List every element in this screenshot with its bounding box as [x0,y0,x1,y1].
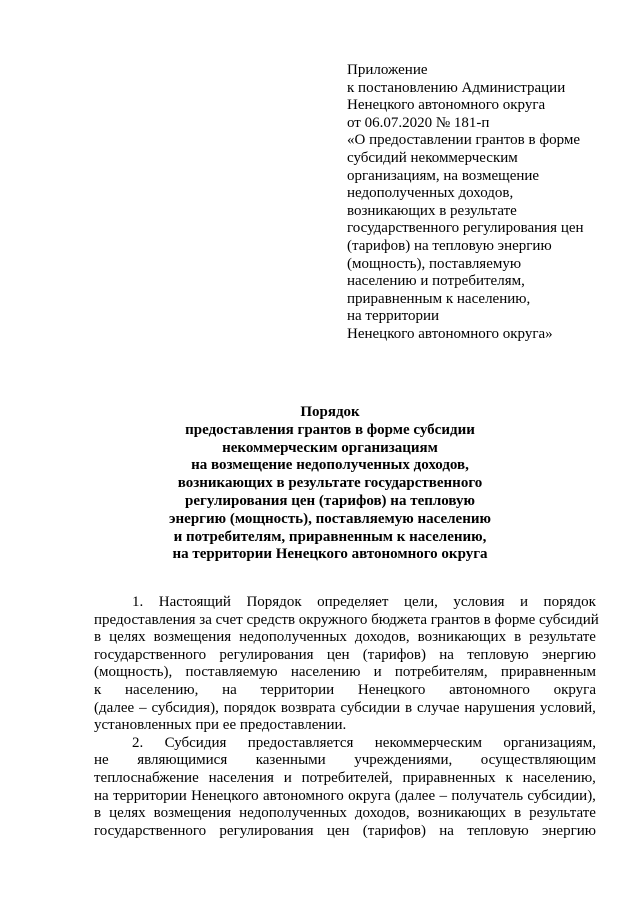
body-word: результате [529,629,596,646]
body-word: цен [326,822,350,839]
body-word: в [94,629,102,646]
body-line [94,788,596,806]
body-word: условий, [539,699,596,716]
body-line [94,735,596,753]
body-word: казенными [255,752,326,769]
body-word: Настоящий [158,594,231,610]
body-word: результате [529,805,596,822]
appendix-line: Ненецкого автономного округа [347,97,546,114]
appendix-line: к постановлению Администрации [347,79,566,96]
body-word: порядок [223,699,277,716]
body-word: Порядок [246,594,302,610]
body-word: в [514,629,522,646]
body-line [94,770,596,788]
body-word: 2. [132,734,144,751]
body-word: и [520,594,529,610]
body-word: цен [326,646,350,663]
body-word: субсидии [340,699,401,716]
body-line [94,682,596,700]
appendix-line: от 06.07.2020 № 181-п [347,114,490,131]
body-word: населению, [522,769,596,786]
body-word: возникающих [417,629,507,646]
body-word: в [514,805,522,822]
body-word: (далее [394,787,436,804]
body-word: энергию [541,646,596,663]
body-word: возмещения [153,805,232,822]
body-word: потребителям, [394,664,488,681]
body-word: целях [109,629,146,646]
appendix-line: возникающих в результате [347,202,517,219]
body-word: возмещения [153,629,232,646]
body-word: не [94,752,109,769]
appendix-line: приравненным к населению, [347,290,531,307]
body-word: округа [553,681,596,698]
body-word: и [283,769,292,786]
appendix-line: субсидий некоммерческим [347,149,518,166]
body-word: приравненных [402,769,496,786]
body-word: населению [290,664,361,681]
appendix-line: Приложение [347,62,428,78]
title-line: регулирования цен (тарифов) на тепловую [185,492,475,509]
body-word: Ненецкого [191,787,259,804]
body-word: поставляемую [185,664,278,681]
body-line [94,700,596,718]
body-line [94,717,596,735]
title-line: на возмещение недополученных доходов, [191,457,469,474]
body-word: недополученных [239,629,347,646]
body-word: цели, [403,594,438,610]
body-word: теплоснабжение [94,769,199,786]
body-word: доходов, [354,629,410,646]
body-word: в [94,805,102,822]
body-word: (тарифов) [362,646,427,663]
body-word: нарушения [464,699,536,716]
appendix-line: организациям, на возмещение [347,167,540,184]
body-word: 1. [132,594,144,610]
body-word: предоставляется [247,734,354,751]
body-word: на [439,822,454,839]
body-word: населению, [125,681,199,698]
body-word: в [405,699,413,716]
body-word: потребителей, [301,769,393,786]
appendix-line: «О предоставлении грантов в форме [347,132,580,149]
body-word: недополученных [239,805,347,822]
body-word: возникающих [417,805,507,822]
body-word: энергию [541,822,596,839]
body-line [94,805,596,823]
title-line: предоставления грантов в форме субсидии [185,421,475,438]
body-word: доходов, [354,805,410,822]
body-word: – [439,787,447,804]
body-word: Ненецкого [357,681,426,698]
body-word: территории [260,681,335,698]
body-word: целях [109,805,146,822]
body-word: возврата [280,699,336,716]
title-line: возникающих в результате государственного [177,475,483,492]
appendix-line: населению и потребителям, [347,273,525,290]
appendix-line: (тарифов) на тепловую энергию [347,237,552,254]
body-word: (далее [94,699,135,716]
body-word: на [94,787,109,804]
body-word: государственного [94,646,207,663]
body-word: организациям, [503,734,596,751]
body-word: приравненным [500,664,596,681]
title-line: Порядок [300,404,360,420]
body-line [94,752,596,770]
body-word: тепловую [467,822,529,839]
body-word: автономного [449,681,530,698]
body-word: территории [113,787,187,804]
body-word: округа [348,787,391,804]
title-line: энергию (мощность), поставляемую населению [169,510,491,527]
body-word: (тарифов) [362,822,427,839]
body-word: к [505,769,513,786]
body-word: условия [453,594,505,610]
body-word: регулирования [219,822,314,839]
body-word: осуществляющим [480,752,596,769]
body-word: порядок [543,594,596,610]
document-body [94,594,599,840]
title-line: на территории Ненецкого автономного округа [172,546,488,563]
appendix-header [347,62,627,344]
appendix-line: государственного регулирования цен [347,220,584,237]
body-line [94,647,596,665]
appendix-line: (мощность), поставляемую [347,255,522,272]
appendix-line: недополученных доходов, [347,185,514,202]
body-line [94,629,596,647]
body-word: Субсидия [164,734,227,751]
body-word: субсидии), [527,787,596,804]
body-word: получатель [451,787,524,804]
body-word: и [373,664,382,681]
body-word: населения [208,769,274,786]
title-line: некоммерческим организациям [222,439,438,456]
body-word: являющимися [137,752,228,769]
body-word: учреждениями, [354,752,453,769]
appendix-line: на территории [347,308,440,325]
document-title [110,404,550,564]
body-word: случае [417,699,460,716]
body-word: на [222,681,237,698]
title-line: и потребителям, приравненным к населению, [173,528,487,545]
body-line [94,594,596,612]
body-word: определяет [317,594,389,610]
body-line [94,823,596,841]
appendix-line: Ненецкого автономного округа» [347,325,553,342]
body-word: тепловую [467,646,529,663]
body-word: установленных при ее предоставлении. [94,717,347,734]
body-word: (мощность), [94,664,173,681]
body-word: субсидия), [151,699,219,716]
body-word: к [94,681,102,698]
body-line [94,611,599,630]
body-word: регулирования [219,646,314,663]
body-word: автономного [262,787,344,804]
body-line [94,664,596,682]
body-word: некоммерческим [374,734,483,751]
body-word: – [139,699,147,716]
body-word: предоставления за счет средств окружного бюджета грантов в форме субсидий [94,611,599,628]
body-word: на [439,646,454,663]
body-word: государственного [94,822,207,839]
